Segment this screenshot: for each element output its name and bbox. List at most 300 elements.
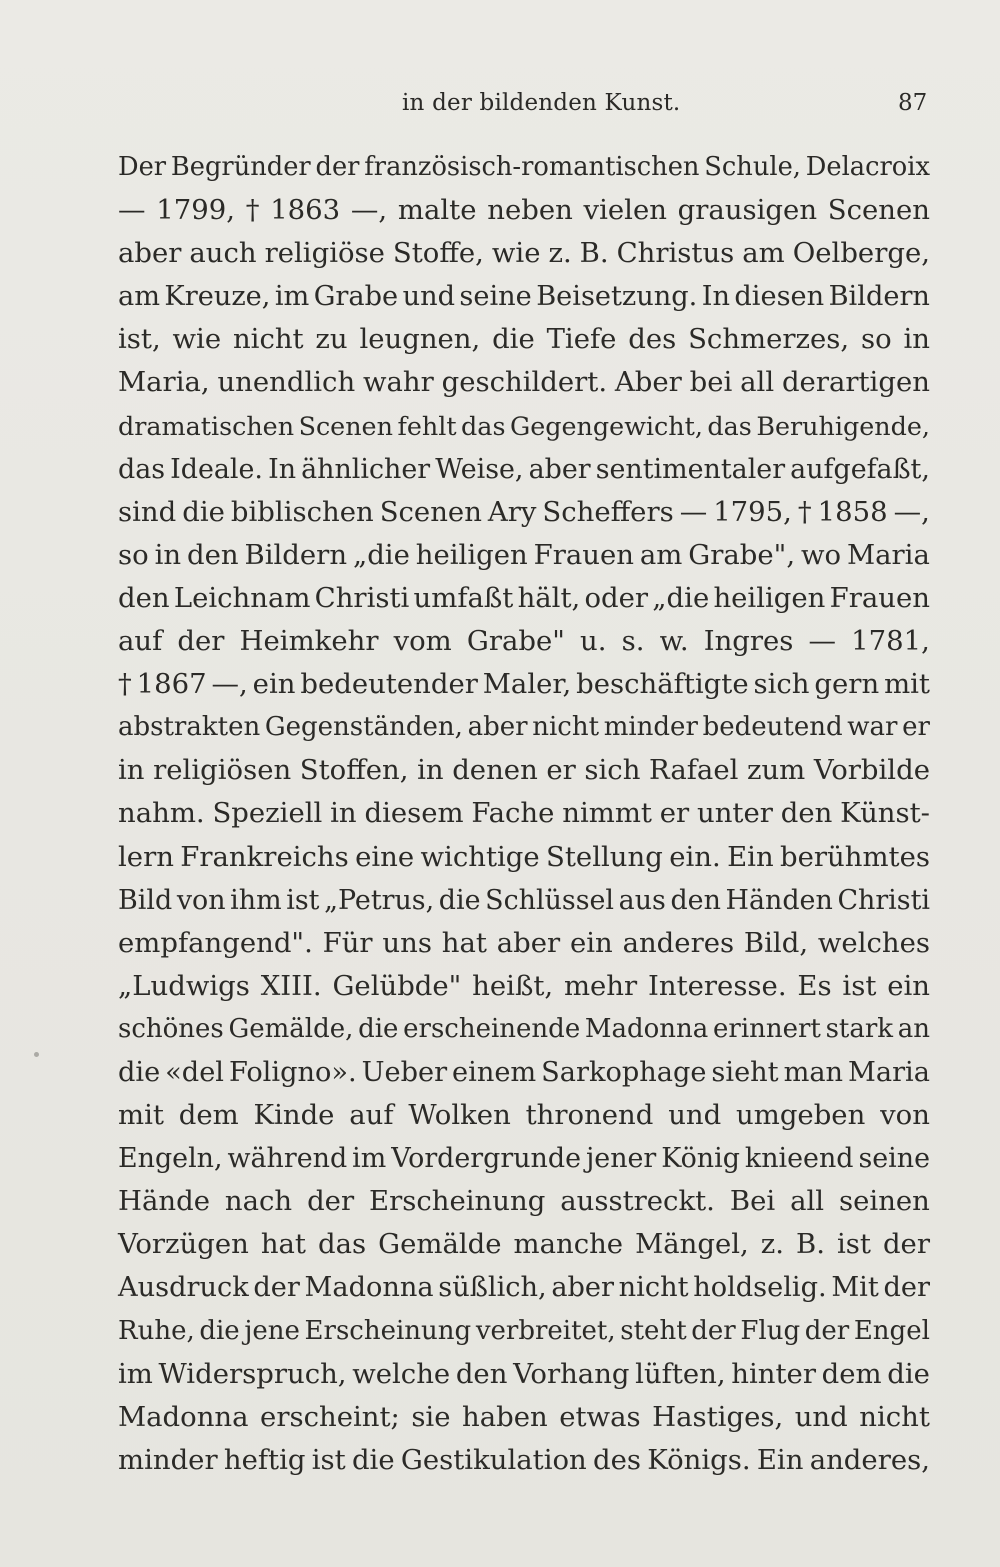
word: mit <box>884 668 930 701</box>
word: — <box>808 625 837 658</box>
word: diesen <box>734 281 825 313</box>
word: manche <box>513 1228 624 1261</box>
word: Gegenständen, <box>264 712 463 743</box>
word: Madonna <box>118 1400 249 1433</box>
word: von <box>880 1099 930 1132</box>
word: nicht <box>232 323 304 356</box>
word: einem <box>452 1056 537 1088</box>
word: haben <box>462 1400 548 1433</box>
word: Scenen <box>298 410 393 441</box>
word: anderes <box>622 926 735 959</box>
word: wie <box>172 323 222 356</box>
word: 1858 <box>817 495 888 528</box>
word: lüften, <box>635 1357 726 1390</box>
word: geschildert. <box>441 366 608 399</box>
word: religiöse <box>264 237 385 270</box>
word: die <box>492 323 535 356</box>
word: das <box>461 410 506 441</box>
word: Scenen <box>379 495 482 528</box>
word: König <box>661 1143 740 1175</box>
word: heiligen <box>713 581 826 614</box>
text-line <box>118 146 930 189</box>
word: Stoffe, <box>392 237 484 270</box>
word: von <box>176 884 226 916</box>
word: Gemälde, <box>228 1013 354 1044</box>
word: dem <box>178 1099 239 1132</box>
word: unter <box>697 797 773 830</box>
word: ein <box>252 668 296 701</box>
word: das <box>118 453 166 485</box>
word: aus <box>618 884 666 916</box>
word: so <box>860 323 892 356</box>
text-line <box>118 965 930 1008</box>
word: verbreitet, <box>475 1315 616 1346</box>
word: Frauen <box>533 538 634 571</box>
word: all <box>790 1185 825 1218</box>
word: hat <box>441 926 487 959</box>
text-line <box>118 922 930 965</box>
text-line <box>118 620 930 663</box>
word: «del <box>165 1056 224 1088</box>
word: Bildern <box>828 281 930 313</box>
word: umgeben <box>736 1099 866 1132</box>
word: die <box>438 884 481 916</box>
word: vom <box>393 625 452 658</box>
word: Madonna <box>304 1272 434 1304</box>
word: Kreuze, <box>164 281 271 313</box>
text-line <box>118 792 930 835</box>
word: „die <box>652 581 710 614</box>
word: dramatischen <box>118 410 295 441</box>
word: und <box>668 1099 722 1132</box>
word: in <box>417 754 444 787</box>
word: erscheint; <box>260 1400 400 1433</box>
word: abstrakten <box>118 712 261 743</box>
word: der <box>253 1272 300 1304</box>
word: oder <box>584 581 649 614</box>
body-text <box>118 146 930 1482</box>
word: Interesse. <box>648 969 787 1002</box>
word: Christi <box>837 884 930 916</box>
word: wahr <box>362 366 434 399</box>
word: leugnen, <box>359 323 481 356</box>
word: Christus <box>616 237 735 270</box>
text-line <box>118 318 930 361</box>
text-line <box>118 1180 930 1223</box>
text-line <box>118 1008 930 1051</box>
word: In <box>268 453 297 485</box>
word: Für <box>322 926 373 959</box>
word: Speziell <box>212 797 323 830</box>
word: B. <box>579 237 609 270</box>
word: der <box>691 1315 736 1346</box>
word: w. <box>659 625 689 658</box>
word: B. <box>796 1228 825 1261</box>
text-line <box>118 534 930 577</box>
word: Erscheinung <box>304 1315 472 1346</box>
word: Königs. <box>647 1443 751 1476</box>
text-line <box>118 706 930 749</box>
word: Hände <box>118 1185 210 1218</box>
word: Ueber <box>361 1056 448 1088</box>
word: zum <box>746 754 806 787</box>
word: vielen <box>583 194 667 227</box>
word: Stellung <box>546 840 663 873</box>
word: u. <box>580 625 607 658</box>
word: nicht <box>618 1272 689 1304</box>
word: „Ludwigs <box>118 969 250 1002</box>
word: im <box>274 281 310 313</box>
word: französisch-romantischen <box>364 152 700 182</box>
word: Beisetzung. <box>536 281 698 313</box>
word: derartigen <box>781 366 930 399</box>
word: erscheinende <box>403 1013 581 1044</box>
text-line <box>118 577 930 620</box>
text-line <box>118 405 930 448</box>
word: Gelübde" <box>332 969 462 1002</box>
word: wo <box>800 538 842 571</box>
text-line <box>118 491 930 534</box>
word: nach <box>224 1185 293 1218</box>
word: Ary <box>487 495 537 528</box>
word: auch <box>189 237 257 270</box>
word: Es <box>797 969 832 1002</box>
word: im <box>352 1143 387 1175</box>
word: etwas <box>559 1400 641 1433</box>
word: religiösen <box>153 754 292 787</box>
text-line <box>118 361 930 404</box>
word: 1781, <box>851 625 930 658</box>
word: die <box>199 1315 240 1346</box>
word: den <box>670 884 721 916</box>
word: hat <box>260 1228 306 1261</box>
text-line <box>118 1396 930 1439</box>
word: schönes <box>118 1013 224 1044</box>
word: aber <box>528 453 591 485</box>
text-line <box>118 1266 930 1309</box>
word: während <box>227 1143 348 1175</box>
word: — <box>118 194 146 227</box>
word: die <box>182 495 225 528</box>
text-line <box>118 232 930 275</box>
word: Fache <box>471 797 555 830</box>
word: die <box>358 1013 399 1044</box>
word: Bei <box>729 1185 776 1218</box>
word: 1799, <box>156 194 235 227</box>
text-line <box>118 1094 930 1137</box>
word: in <box>903 323 930 356</box>
word: Kinde <box>253 1099 335 1132</box>
word: eine <box>355 840 415 873</box>
word: der <box>307 1185 355 1218</box>
word: Scheffers <box>542 495 674 528</box>
text-line <box>118 275 930 318</box>
text-line <box>118 448 930 491</box>
word: bei <box>689 366 733 399</box>
word: Gestikulation <box>400 1443 587 1476</box>
text-line <box>118 836 930 879</box>
word: in <box>118 754 145 787</box>
word: seine <box>858 1143 930 1175</box>
word: heiligen <box>415 538 528 571</box>
word: nicht <box>859 1400 930 1433</box>
word: biblischen <box>230 495 374 528</box>
text-line <box>118 1353 930 1396</box>
word: Grabe", <box>688 538 796 571</box>
word: ist <box>836 1228 871 1261</box>
word: Heimkehr <box>239 625 379 658</box>
word: bedeutender <box>300 668 478 701</box>
word: minder <box>603 712 698 743</box>
word: Der <box>118 152 167 182</box>
word: Vorhang <box>513 1357 630 1390</box>
word: —, <box>211 668 248 701</box>
word: 1795, <box>713 495 792 528</box>
word: 1863 <box>270 194 341 227</box>
word: thronend <box>525 1099 654 1132</box>
word: neben <box>487 194 573 227</box>
word: s. <box>621 625 645 658</box>
word: am <box>639 538 683 571</box>
word: sentimentaler <box>595 453 786 485</box>
word: aber <box>467 712 528 743</box>
word: steht <box>620 1315 687 1346</box>
word: Gemälde <box>378 1228 502 1261</box>
word: Schule, <box>704 152 801 182</box>
word: aufgefaßt, <box>790 453 930 485</box>
word: seine <box>459 281 532 313</box>
word: welche <box>352 1357 451 1390</box>
word: Beruhigende, <box>756 410 930 441</box>
word: Bild <box>118 884 173 916</box>
word: welches <box>817 926 930 959</box>
word: Erscheinung <box>369 1185 546 1218</box>
paper-speck <box>34 1052 39 1057</box>
word: das <box>707 410 752 441</box>
word: Grabe" <box>466 625 565 658</box>
word: so <box>118 538 149 571</box>
word: wie <box>491 237 541 270</box>
word: Christi <box>314 581 410 614</box>
word: malte <box>397 194 477 227</box>
word: — <box>679 495 708 528</box>
word: am <box>118 281 160 313</box>
word: Ingres <box>703 625 794 658</box>
word: in <box>154 538 182 571</box>
running-head <box>0 86 1000 120</box>
word: Begründer <box>170 152 311 182</box>
word: am <box>742 237 785 270</box>
word: Vordergrunde <box>391 1143 581 1175</box>
word: war <box>847 712 898 743</box>
word: Frankreichs <box>180 840 349 873</box>
word: Weise, <box>435 453 524 485</box>
word: 1867 <box>136 668 207 701</box>
page-number: 87 <box>898 90 928 116</box>
word: Mängel, <box>635 1228 749 1261</box>
word: Scenen <box>827 194 930 227</box>
word: denen <box>452 754 538 787</box>
word: Frauen <box>829 581 930 614</box>
word: erinnert <box>713 1013 821 1044</box>
word: aber <box>551 1272 615 1304</box>
word: Schmerzes, <box>688 323 850 356</box>
word: Vorzügen <box>118 1228 249 1261</box>
word: hält, <box>517 581 581 614</box>
word: nahm. <box>118 797 205 830</box>
word: die <box>351 1443 395 1476</box>
word: hinter <box>731 1357 816 1390</box>
word: diesem <box>364 797 464 830</box>
word: er <box>546 754 576 787</box>
word: holdselig. <box>693 1272 827 1304</box>
word: Mit <box>831 1272 879 1304</box>
word: Bild, <box>743 926 809 959</box>
word: XIII. <box>260 969 322 1002</box>
word: er <box>659 797 690 830</box>
word: zu <box>315 323 348 356</box>
word: fehlt <box>397 410 457 441</box>
word: Flug <box>740 1315 801 1346</box>
word: jener <box>585 1143 657 1175</box>
word: sind <box>118 495 177 528</box>
word: den <box>187 538 239 571</box>
word: Ein <box>727 840 774 873</box>
word: Stoffen, <box>299 754 409 787</box>
word: Schlüssel <box>485 884 615 916</box>
word: Engeln, <box>118 1143 223 1175</box>
word: stark <box>825 1013 894 1044</box>
word: Bildern <box>244 538 348 571</box>
word: mit <box>118 1099 164 1132</box>
word: empfangend". <box>118 926 313 959</box>
text-line <box>118 663 930 706</box>
word: Hastiges, <box>652 1400 784 1433</box>
word: jene <box>244 1315 300 1346</box>
running-title: in der bildenden Kunst. <box>402 90 681 116</box>
word: sich <box>753 668 810 701</box>
text-line <box>118 879 930 922</box>
word: † <box>245 194 260 227</box>
word: ist <box>286 884 320 916</box>
word: auf <box>349 1099 394 1132</box>
word: ausstreckt. <box>560 1185 715 1218</box>
word: ist, <box>118 323 161 356</box>
word: heftig <box>223 1443 306 1476</box>
word: „Petrus, <box>324 884 435 916</box>
word: man <box>783 1056 844 1088</box>
word: er <box>902 712 930 743</box>
word: das <box>318 1228 367 1261</box>
word: heißt, <box>472 969 554 1002</box>
word: der <box>883 1272 930 1304</box>
text-line <box>118 1051 930 1094</box>
word: bedeutend <box>702 712 843 743</box>
word: an <box>897 1013 930 1044</box>
word: Madonna <box>584 1013 709 1044</box>
word: uns <box>382 926 432 959</box>
word: der <box>315 152 360 182</box>
word: grausigen <box>677 194 818 227</box>
word: auf <box>118 625 163 658</box>
word: Ideale. <box>170 453 263 485</box>
word: den <box>455 1357 508 1390</box>
word: all <box>740 366 775 399</box>
word: in <box>330 797 357 830</box>
word: Aber <box>614 366 682 399</box>
word: der <box>177 625 225 658</box>
text-line <box>118 1439 930 1482</box>
word: mehr <box>563 969 638 1002</box>
word: ihm <box>230 884 282 916</box>
word: der <box>882 1228 930 1261</box>
word: die <box>118 1056 161 1088</box>
word: berühmtes <box>780 840 930 873</box>
word: Maria, <box>118 366 210 399</box>
word: Händen <box>725 884 833 916</box>
word: dem <box>821 1357 882 1390</box>
word: im <box>118 1357 153 1390</box>
word: z. <box>548 237 572 270</box>
word: In <box>701 281 730 313</box>
word: † <box>118 668 132 701</box>
word: knieend <box>744 1143 854 1175</box>
text-line <box>118 1137 930 1180</box>
word: der <box>804 1315 850 1346</box>
word: beschäftigte <box>576 668 749 701</box>
word: z. <box>760 1228 785 1261</box>
word: ein. <box>669 840 721 873</box>
word: ein <box>887 969 930 1002</box>
word: nicht <box>532 712 600 743</box>
word: † <box>797 495 812 528</box>
word: „die <box>352 538 410 571</box>
word: Künst- <box>840 797 930 830</box>
word: Tiefe <box>546 323 617 356</box>
word: Maria <box>848 1056 930 1088</box>
word: und <box>794 1400 848 1433</box>
word: Rafael <box>649 754 739 787</box>
word: Wolken <box>408 1099 511 1132</box>
word: Vorbilde <box>813 754 930 787</box>
word: ähnlicher <box>301 453 431 485</box>
word: die <box>887 1357 930 1390</box>
word: aber <box>496 926 561 959</box>
word: sieht <box>711 1056 779 1088</box>
word: Sarkophage <box>541 1056 707 1088</box>
word: des <box>593 1443 642 1476</box>
word: und <box>402 281 455 313</box>
word: süßlich, <box>438 1272 547 1304</box>
word: Widerspruch, <box>158 1357 347 1390</box>
word: Ausdruck <box>118 1272 249 1304</box>
word: Delacroix <box>805 152 930 182</box>
word: minder <box>118 1443 218 1476</box>
word: Oelberge, <box>792 237 930 270</box>
word: Engel <box>853 1315 930 1346</box>
word: Ein <box>756 1443 804 1476</box>
text-line <box>118 1310 930 1353</box>
word: den <box>118 581 170 614</box>
word: Maler, <box>482 668 572 701</box>
word: nimmt <box>562 797 652 830</box>
word: Leichnam <box>173 581 311 614</box>
word: umfaßt <box>413 581 514 614</box>
word: Maria <box>846 538 930 571</box>
word: Ruhe, <box>118 1315 195 1346</box>
word: ein <box>569 926 613 959</box>
word: —, <box>350 194 388 227</box>
